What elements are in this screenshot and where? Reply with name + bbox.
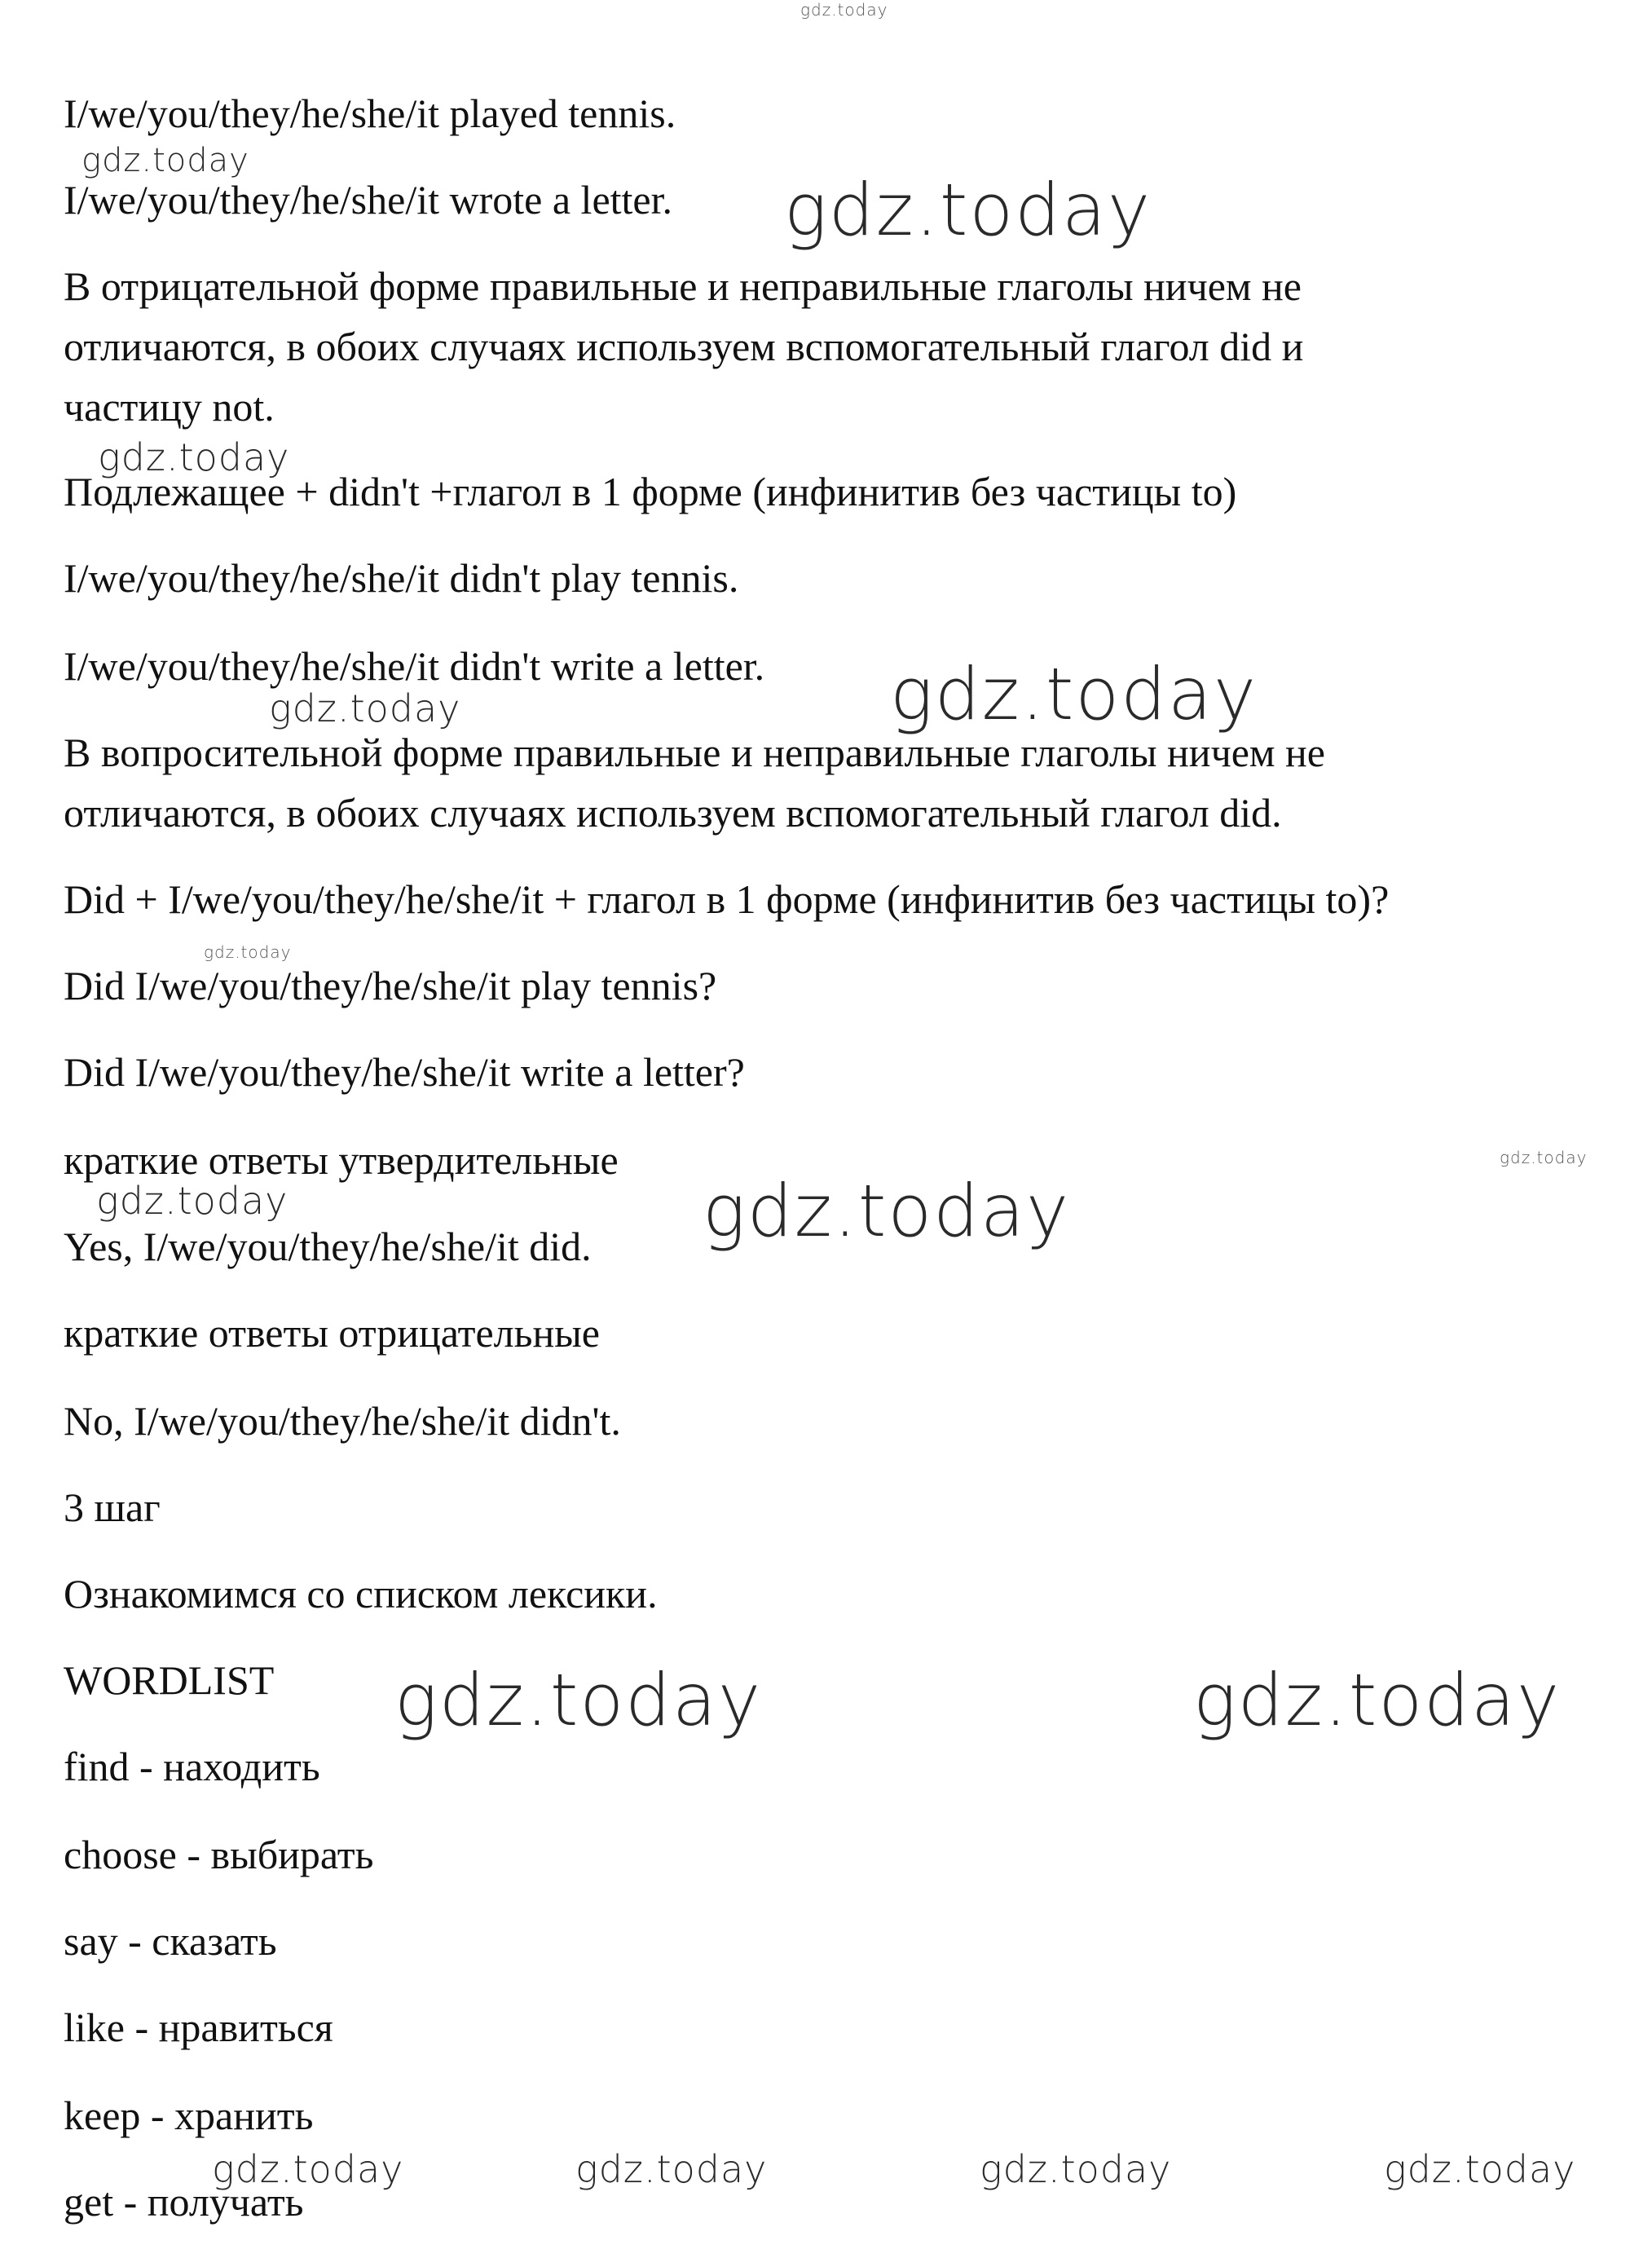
watermark: gdz.today <box>212 2147 404 2191</box>
text-line: краткие ответы утвердительные <box>64 1137 619 1183</box>
text-line: Did I/we/you/they/he/she/it write a letter? <box>64 1049 745 1095</box>
paragraph-line: В отрицательной форме правильные и неправильные глаголы ничем не <box>64 263 1302 309</box>
wordlist-item: like - нравиться <box>64 2005 333 2050</box>
text-line: No, I/we/you/they/he/she/it didn't. <box>64 1398 621 1444</box>
text-line: Ознакомимся со списком лексики. <box>64 1571 658 1616</box>
watermark: gdz.today <box>784 168 1152 252</box>
watermark: gdz.today <box>575 2147 768 2191</box>
negative-form-paragraph <box>64 256 1612 437</box>
watermark: gdz.today <box>96 1179 289 1223</box>
wordlist-item: choose - выбирать <box>64 1832 374 1877</box>
text-line: I/we/you/they/he/she/it played tennis. <box>64 90 676 136</box>
watermark: gdz.today <box>800 0 888 20</box>
watermark: gdz.today <box>394 1658 763 1742</box>
watermark: gdz.today <box>1193 1658 1562 1742</box>
watermark: gdz.today <box>890 652 1258 736</box>
paragraph-line: В вопросительной форме правильные и неправильные глаголы ничем не <box>64 730 1325 775</box>
text-line: I/we/you/they/he/she/it didn't play tennis. <box>64 555 739 601</box>
watermark: gdz.today <box>1500 1148 1588 1167</box>
wordlist-item: keep - хранить <box>64 2093 314 2138</box>
text-line: Did I/we/you/they/he/she/it play tennis? <box>64 963 717 1008</box>
question-form-paragraph <box>64 722 1612 843</box>
paragraph-line: отличаются, в обоих случаях используем вспомогательный глагол did. <box>64 790 1282 836</box>
wordlist-item: get - получать <box>64 2179 304 2225</box>
step-heading: 3 шаг <box>64 1484 161 1530</box>
text-line: Подлежащее + didn't +глагол в 1 форме (инфинитив без частицы to) <box>64 469 1237 514</box>
watermark: gdz.today <box>980 2147 1172 2191</box>
wordlist-item: say - сказать <box>64 1918 277 1964</box>
paragraph-line: частицу not. <box>64 384 275 430</box>
watermark: gdz.today <box>703 1169 1071 1253</box>
watermark: gdz.today <box>269 686 461 730</box>
watermark: gdz.today <box>204 942 292 962</box>
wordlist-heading: WORDLIST <box>64 1657 275 1703</box>
text-line: краткие ответы отрицательные <box>64 1310 600 1356</box>
watermark: gdz.today <box>81 142 249 179</box>
text-line: Did + I/we/you/they/he/she/it + глагол в 1 форме (инфинитив без частицы to)? <box>64 876 1390 922</box>
wordlist-item: find - находить <box>64 1744 320 1789</box>
watermark: gdz.today <box>1384 2147 1576 2191</box>
text-line: I/we/you/they/he/she/it didn't write a letter. <box>64 643 765 689</box>
text-line: I/we/you/they/he/she/it wrote a letter. <box>64 177 672 223</box>
watermark: gdz.today <box>98 435 290 479</box>
paragraph-line: отличаются, в обоих случаях используем вспомогательный глагол did и <box>64 324 1304 369</box>
text-line: Yes, I/we/you/they/he/she/it did. <box>64 1224 592 1269</box>
